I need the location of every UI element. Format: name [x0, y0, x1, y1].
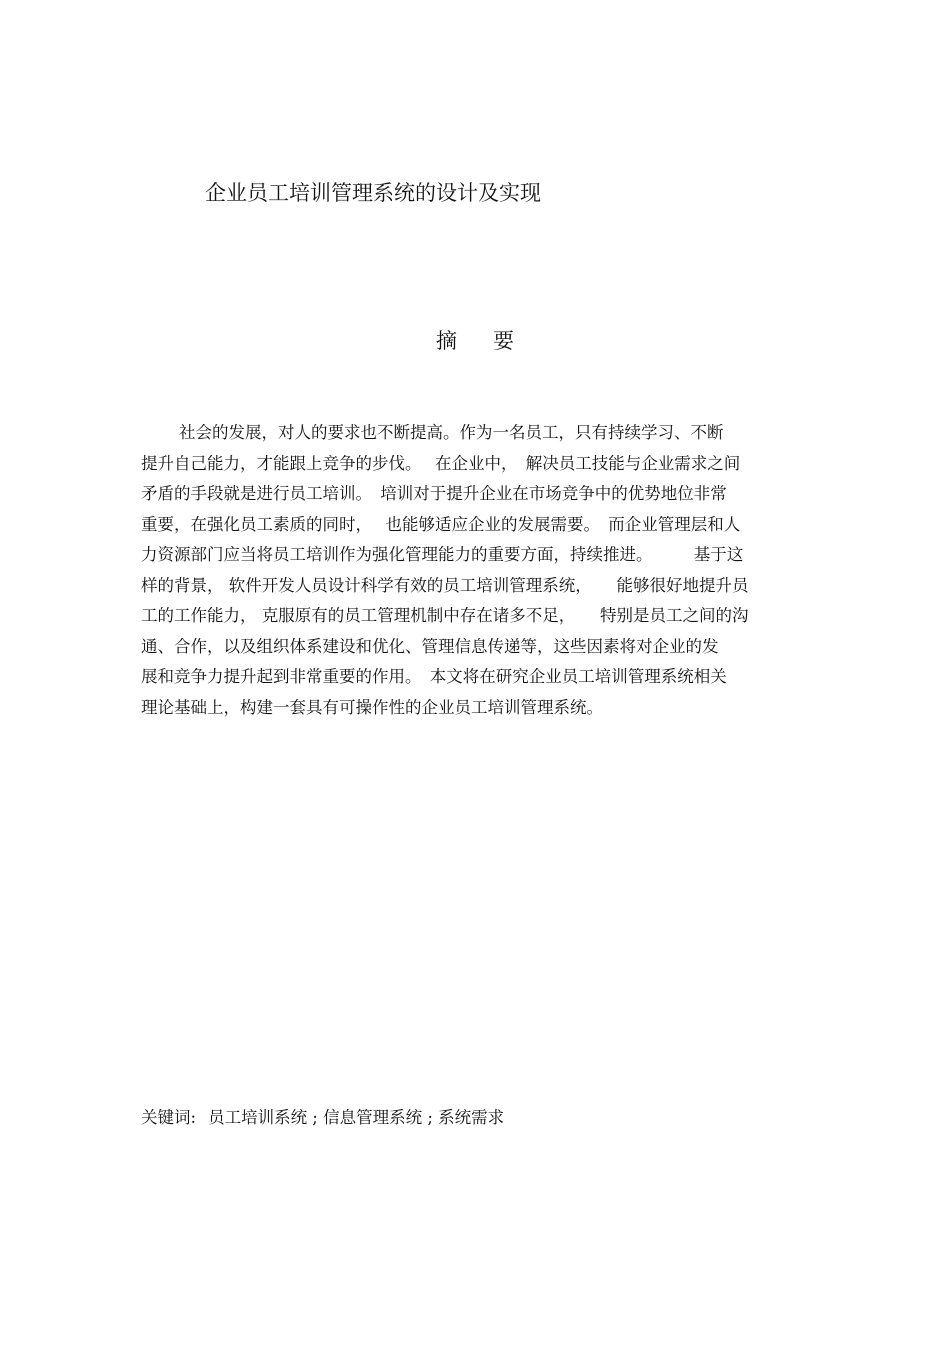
abstract-line: 工的工作能力， 克服原有的员工管理机制中存在诸多不足， 特别是员工之间的沟: [141, 606, 749, 625]
abstract-line: 通、合作，以及组织体系建设和优化、管理信息传递等，这些因素将对企业的发: [141, 636, 719, 656]
abstract-line: 矛盾的手段就是进行员工培训。 培训对于提升企业在市场竞争中的优势地位非常: [141, 484, 727, 503]
abstract-line: 提升自己能力，才能跟上竞争的步伐。 在企业中， 解决员工技能与企业需求之间: [141, 453, 741, 473]
abstract-line: 理论基础上，构建一套具有可操作性的企业员工培训管理系统。: [141, 697, 603, 717]
abstract-heading: 摘要: [436, 329, 550, 353]
abstract-line: 展和竞争力提升起到非常重要的作用。 本文将在研究企业员工培训管理系统相关: [141, 667, 727, 686]
keywords-label: 关键词:: [141, 1108, 197, 1127]
paper-title: 企业员工培训管理系统的设计及实现: [205, 181, 541, 205]
abstract-line: 社会的发展，对人的要求也不断提高。作为一名员工，只有持续学习、不断: [179, 423, 724, 442]
keywords-value: 员工培训系统 ; 信息管理系统 ; 系统需求: [208, 1108, 505, 1127]
abstract-line: 样的背景， 软件开发人员设计科学有效的员工培训管理系统， 能够很好地提升员: [141, 575, 749, 595]
abstract-line: 力资源部门应当将员工培训作为强化管理能力的重要方面，持续推进。 基于这: [141, 545, 744, 564]
abstract-line: 重要，在强化员工素质的同时， 也能够适应企业的发展需要。 而企业管理层和人: [141, 514, 741, 534]
abstract-body: [141, 418, 809, 723]
keywords: [141, 1103, 504, 1133]
